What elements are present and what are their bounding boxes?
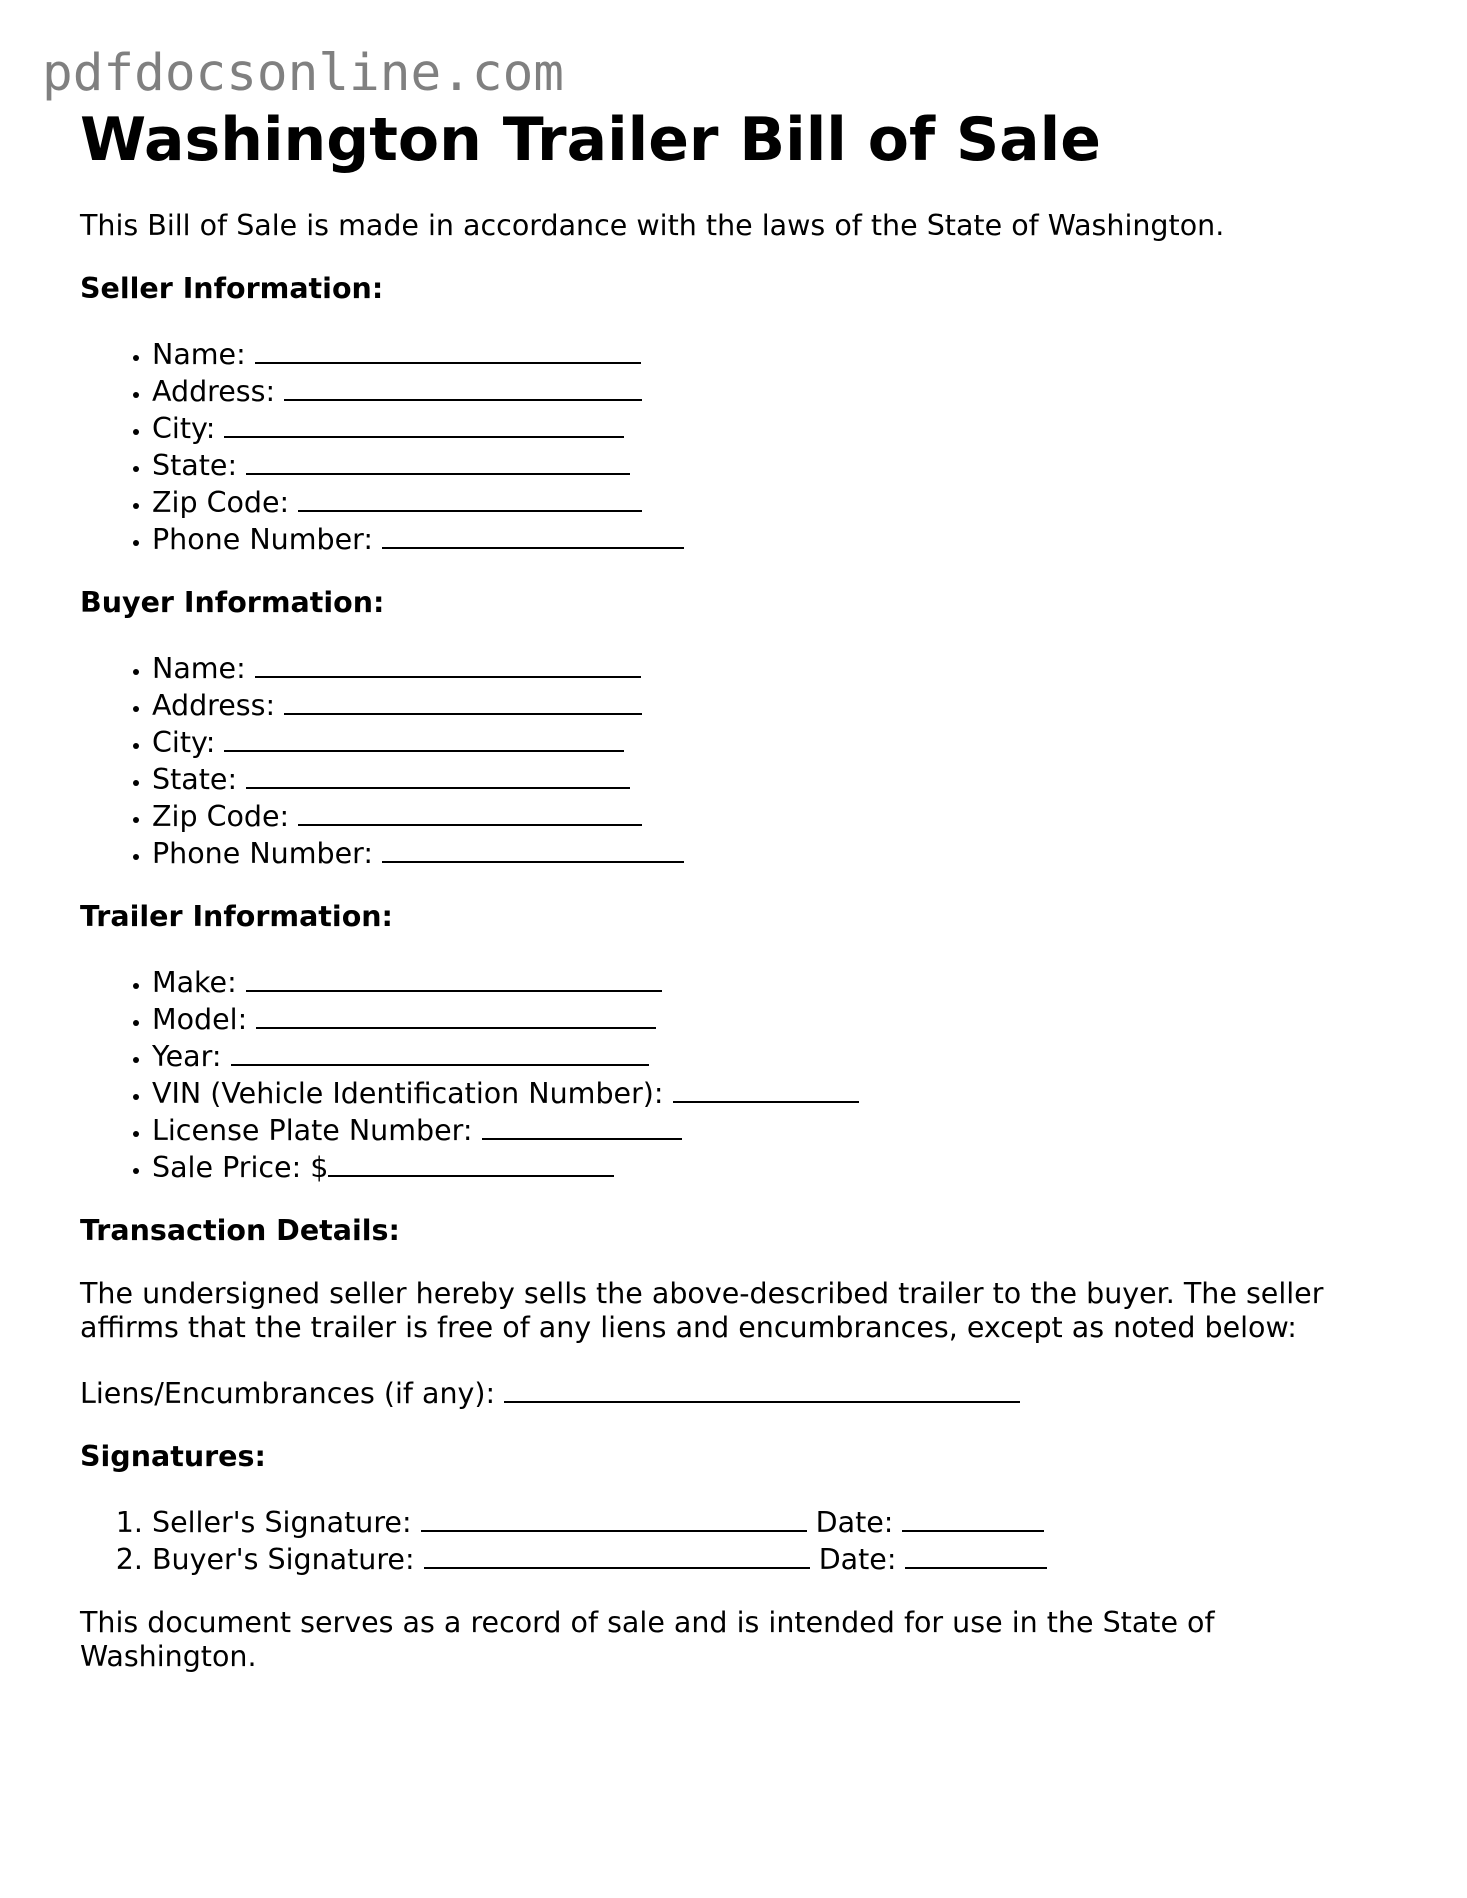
blank-line[interactable]: [224, 409, 624, 438]
seller-address-field[interactable]: • Address:: [152, 372, 1400, 409]
seller-fields: [80, 335, 1400, 557]
seller-signature-row[interactable]: 1. Seller's Signature: Date:: [152, 1503, 1400, 1540]
trailer-year-field[interactable]: • Year:: [152, 1037, 1400, 1074]
blank-line[interactable]: [246, 760, 630, 789]
trailer-vin-field[interactable]: • VIN (Vehicle Identification Number):: [152, 1074, 1400, 1111]
blank-line[interactable]: [246, 446, 630, 475]
seller-name-field[interactable]: • Name:: [152, 335, 1400, 372]
buyer-zip-field[interactable]: • Zip Code:: [152, 797, 1400, 834]
signatures-heading: Signatures:: [80, 1440, 266, 1473]
trailer-make-field[interactable]: • Make:: [152, 963, 1400, 1000]
seller-zip-field[interactable]: • Zip Code:: [152, 483, 1400, 520]
seller-phone-field[interactable]: • Phone Number:: [152, 520, 1400, 557]
footer-text: This document serves as a record of sale and is intended for use in the State of Washington.: [80, 1606, 1215, 1673]
trailer-price-field[interactable]: • Sale Price: $: [152, 1148, 1400, 1185]
intro-text: This Bill of Sale is made in accordance with the laws of the State of Washington.: [80, 209, 1225, 242]
seller-date-line[interactable]: [902, 1503, 1044, 1532]
buyer-address-field[interactable]: • Address:: [152, 686, 1400, 723]
blank-line[interactable]: [504, 1374, 1020, 1403]
blank-line[interactable]: [284, 686, 642, 715]
buyer-state-field[interactable]: • State:: [152, 760, 1400, 797]
buyer-heading: Buyer Information:: [80, 586, 385, 619]
blank-line[interactable]: [284, 372, 642, 401]
buyer-signature-line[interactable]: [424, 1540, 810, 1569]
blank-line[interactable]: [256, 1000, 656, 1029]
document-body: [80, 100, 1400, 1674]
buyer-fields: [80, 649, 1400, 871]
blank-line[interactable]: [246, 963, 662, 992]
liens-field[interactable]: Liens/Encumbrances (if any):: [80, 1374, 1400, 1411]
seller-state-field[interactable]: • State:: [152, 446, 1400, 483]
buyer-signature-row[interactable]: 2. Buyer's Signature: Date:: [152, 1540, 1400, 1577]
watermark: pdfdocsonline.com: [42, 44, 564, 103]
buyer-date-line[interactable]: [905, 1540, 1047, 1569]
transaction-heading: Transaction Details:: [80, 1214, 400, 1247]
seller-city-field[interactable]: • City:: [152, 409, 1400, 446]
blank-line[interactable]: [298, 797, 642, 826]
transaction-text: The undersigned seller hereby sells the above-described trailer to the buyer. The seller affirms that the trailer is free of any liens and encumbrances, except as noted below:: [80, 1277, 1324, 1344]
trailer-fields: [80, 963, 1400, 1185]
trailer-heading: Trailer Information:: [80, 900, 393, 933]
seller-heading: Seller Information:: [80, 272, 384, 305]
trailer-model-field[interactable]: • Model:: [152, 1000, 1400, 1037]
blank-line[interactable]: [298, 483, 642, 512]
buyer-city-field[interactable]: • City:: [152, 723, 1400, 760]
signature-list: [80, 1503, 1400, 1577]
blank-line[interactable]: [255, 335, 641, 364]
buyer-phone-field[interactable]: • Phone Number:: [152, 834, 1400, 871]
buyer-name-field[interactable]: • Name:: [152, 649, 1400, 686]
blank-line[interactable]: [255, 649, 641, 678]
blank-line[interactable]: [482, 1111, 682, 1140]
seller-signature-line[interactable]: [421, 1503, 807, 1532]
blank-line[interactable]: [231, 1037, 649, 1066]
blank-line[interactable]: [382, 520, 684, 549]
blank-line[interactable]: [673, 1074, 859, 1103]
blank-line[interactable]: [382, 834, 684, 863]
blank-line[interactable]: [224, 723, 624, 752]
page-title: Washington Trailer Bill of Sale: [80, 105, 1101, 175]
blank-line[interactable]: [328, 1148, 614, 1177]
trailer-plate-field[interactable]: • License Plate Number:: [152, 1111, 1400, 1148]
